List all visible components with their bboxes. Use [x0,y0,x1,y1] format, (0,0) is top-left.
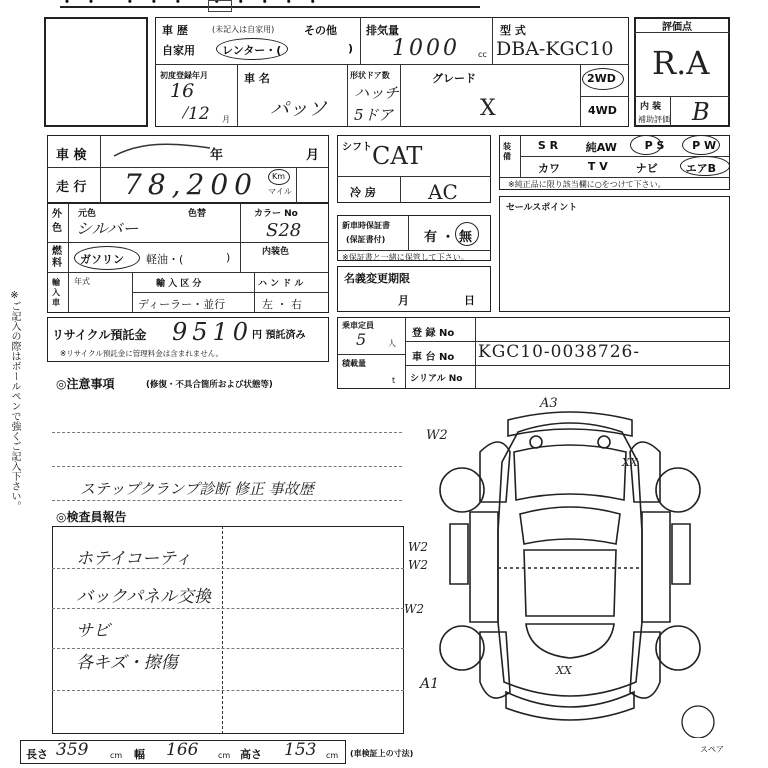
import-handle-value: 左 ・ 右 [262,298,302,311]
km-unit: Km [272,172,286,181]
original-color-label: 元色 [78,209,97,219]
mark-a3: A3 [540,396,558,411]
fuel-diesel: 軽油・( [146,253,184,266]
notes-label: ◎注意事項 [56,377,115,391]
equipment-label: 装備 [503,142,511,161]
photo-box [44,17,148,127]
sales-point-block [499,196,730,312]
load-label: 積載量 [342,359,366,368]
header-fragment [60,0,480,11]
fuel-close: ) [226,251,231,264]
outer-color-label: 外色 [52,209,62,234]
spare-wheel [682,706,714,738]
manual-label: 新車時保証書 [342,221,390,230]
interior-score: B [692,98,710,126]
mark-xx-rear: XX [556,664,572,677]
equip-sr: S R [537,139,559,152]
width-value: 166 [166,740,199,760]
usage-other: その他 [304,24,337,37]
name-label: 車 名 [244,72,270,85]
equipment-note: ※純正品に限り該当欄に○をつけて下さい。 [508,180,666,189]
name-value: パッソ [270,98,328,120]
first-reg-label: 初度登録年月 [160,71,208,80]
import-handle-label: ハ ン ド ル [258,279,304,289]
drive-4wd: 4WD [588,104,617,117]
capacity-value: 5 [356,330,367,349]
dimensions-note: (車検証上の寸法) [350,749,414,758]
inner-color-label: 内装色 [262,247,290,257]
height-unit: cm [326,751,339,760]
fuel-gasoline: ガソリン [80,253,124,266]
inspector-line-4: 各キズ・擦傷 [76,653,178,673]
length-label: 長さ [26,748,48,761]
usage-label: 車 歴 [162,24,188,37]
ac-label: 冷 房 [350,186,376,199]
recycle-unit: 円 預託済み [252,330,306,341]
mileage-value: 78,200 [124,168,258,201]
reg-year: 16 [170,80,195,102]
equip-pw: P W [692,139,717,152]
drive-2wd: 2WD [587,72,616,85]
inspector-line-3: サビ [76,621,110,641]
manual-none-circle [455,222,479,246]
ps-circle [630,135,662,155]
equip-tv: T V [587,160,608,173]
interior-label: 内 装 [640,102,662,112]
reg-month: 12 [188,104,210,124]
recycle-value: 9510 [172,318,254,346]
import-class-value: ディーラー・並行 [138,298,226,311]
inspector-line-1: ホテイコーティ [76,549,192,569]
reg-no-label: 登 録 No [412,328,455,339]
capacity-unit: 人 [388,339,396,348]
side-note-text: ※ご記入の際はボールペンで強くご記入下さい。 [9,290,20,511]
height-value: 153 [284,740,317,760]
capacity-label: 乗車定員 [342,321,374,330]
sales-point-label: セールスポイント [506,203,578,213]
usage-private: 自家用 [162,44,195,57]
chassis-label: 車 台 No [412,352,455,363]
shaken-label: 車 検 [56,148,87,163]
cc-unit: cc [478,50,487,59]
displacement-value: 1000 [392,36,460,61]
mark-xx-front-right: XX [622,456,638,469]
equip-leather: カワ [537,162,560,175]
interior-sub: 補助評価 [638,115,670,124]
gasoline-circle [74,246,140,270]
doors-value: 5ドア [354,106,394,124]
grade-label: グレード [432,72,476,85]
inspector-label: ◎検査員報告 [56,510,127,524]
name-change-day: 日 [464,294,475,307]
mark-w2-left-3: W2 [404,602,424,616]
notes-line: ステップクランプ診断 修正 事故歴 [80,480,314,498]
rating-label: 評価点 [662,22,692,33]
doors-shape: ハッチ [354,84,400,102]
import-label: 輸入車 [52,278,60,307]
model-value: DBA-KGC10 [496,38,614,60]
header-stamp [208,0,232,12]
width-unit: cm [218,751,231,760]
drive-2wd-circle [582,68,624,90]
mark-w2-front-left: W2 [426,428,448,443]
reg-month-unit: 月 [222,115,230,124]
shift-label: シフト [342,142,372,153]
length-value: 359 [56,740,89,760]
width-label: 幅 [134,748,145,761]
serial-label: シリアル No [410,374,463,384]
mileage-label: 走 行 [56,180,87,195]
equip-ps: P S [644,139,665,152]
side-note [8,290,20,511]
color-code-label: カラー No [254,209,298,219]
equip-airbag: エアB [685,162,717,175]
airbag-circle [680,156,730,176]
inspector-line-2: バックパネル交換 [76,587,211,607]
color-change-label: 色替 [188,209,207,219]
car-diagram [410,392,730,738]
notes-sub: (修復・不具合箇所および状態等) [146,380,273,390]
original-color-value: シルバー [76,219,139,238]
mark-w2-left-1: W2 [408,540,428,554]
recycle-note: ※リサイクル預託金に管理料金は含まれません。 [60,349,224,358]
doors-label: 形状ドア数 [350,71,390,80]
recycle-label: リサイクル預託金 [52,328,147,342]
import-type-label: 年式 [74,277,90,286]
rental-circle [216,38,288,60]
fuel-label: 燃料 [52,246,62,269]
name-change-label: 名義変更期限 [344,272,410,285]
shaken-year-unit: 年 [210,148,224,163]
mark-w2-left-2: W2 [408,558,428,572]
manual-note: ※保証書と一緒に保管して下さい。 [342,253,469,262]
km-circle [268,169,290,185]
length-unit: cm [110,751,123,760]
equip-navi: ナビ [635,162,658,175]
ac-value: AC [428,180,458,204]
header-text: ・・ ・・・ ・・・・・ [60,0,330,11]
mark-a1: A1 [420,676,440,692]
equip-aw: 純AW [585,141,617,154]
shaken-month-unit: 月 [306,148,320,163]
shaken-strike [110,138,220,162]
height-label: 高さ [240,748,262,761]
usage-rental: レンター・( [222,44,282,57]
manual-sub: (保証書付) [346,235,386,244]
color-code-value: S28 [266,220,302,241]
name-change-month: 月 [398,294,409,307]
manual-value: 有 ・ 無 [424,230,473,245]
usage-close: ) [348,42,354,55]
mile-unit: マイル [268,187,292,196]
usage-note: (未記入は自家用) [212,25,275,34]
import-class-label: 輸 入 区 分 [156,279,202,289]
model-label: 型 式 [500,24,526,37]
spare-label: スペア [700,745,724,754]
rating-score: R.A [652,44,710,82]
shift-value: CAT [372,142,423,170]
grade-value: X [480,96,496,121]
chassis-value: KGC10-0038726- [478,342,641,362]
load-unit: t [392,376,396,385]
pw-circle [682,135,720,155]
displacement-label: 排気量 [366,24,399,37]
